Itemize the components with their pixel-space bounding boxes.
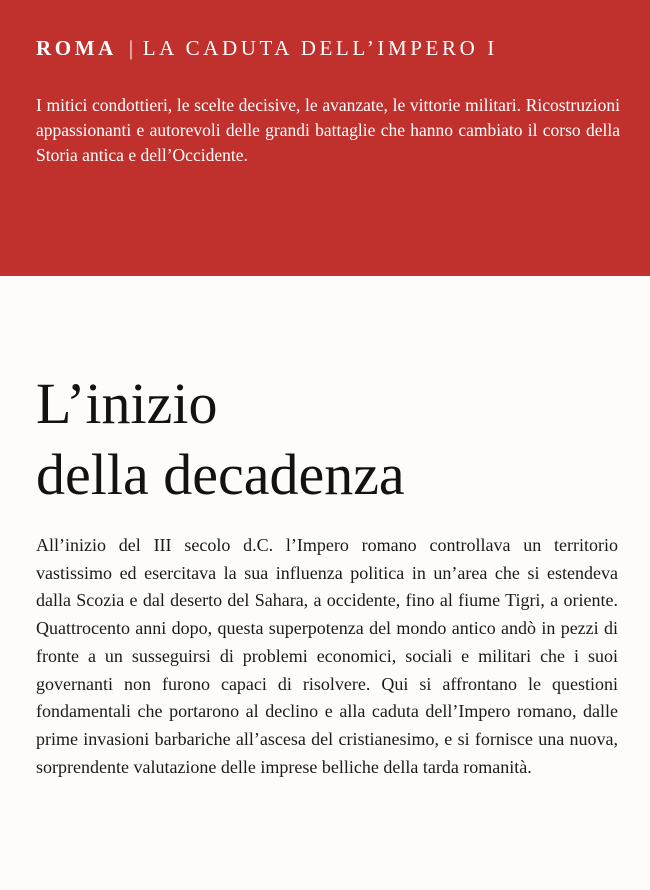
series-name: ROMA xyxy=(36,36,117,60)
page-title xyxy=(36,368,405,510)
page-title-line-1: L’inizio xyxy=(36,371,218,436)
header-band xyxy=(0,0,650,276)
body-paragraph: All’inizio del III secolo d.C. l’Impero romano controllava un territorio vastissimo ed esercitava la sua influenza politica in un’area che si estendeva dalla Scozia e dal deserto del Sahara, a occidente, fino al fiume Tigri, a oriente. Quattrocento anni dopo, questa superpotenza del mondo antico andò in pezzi di fronte a un susseguirsi di problemi economici, sociali e militari che i suoi governanti non furono capaci di risolvere. Qui si affrontano le questioni fondamentali che portarono al declino e alla caduta dell’Impero romano, dalle prime invasioni barbariche all’ascesa del cristianesimo, e si fornisce una nuova, sorprendente valutazione delle imprese belliche della tarda romanità. xyxy=(36,535,618,777)
series-blurb: I mitici condottieri, le scelte decisive, le avanzate, le vittorie militari. Ricostruzioni appassionanti e autorevoli delle grandi battaglie che hanno cambiato il corso della Storia antica e dell’Occidente. xyxy=(36,95,620,165)
page-title-line-2: della decadenza xyxy=(36,442,405,507)
series-heading xyxy=(36,36,498,61)
series-separator: | xyxy=(128,36,137,60)
series-title: LA CADUTA DELL’IMPERO I xyxy=(142,36,498,60)
